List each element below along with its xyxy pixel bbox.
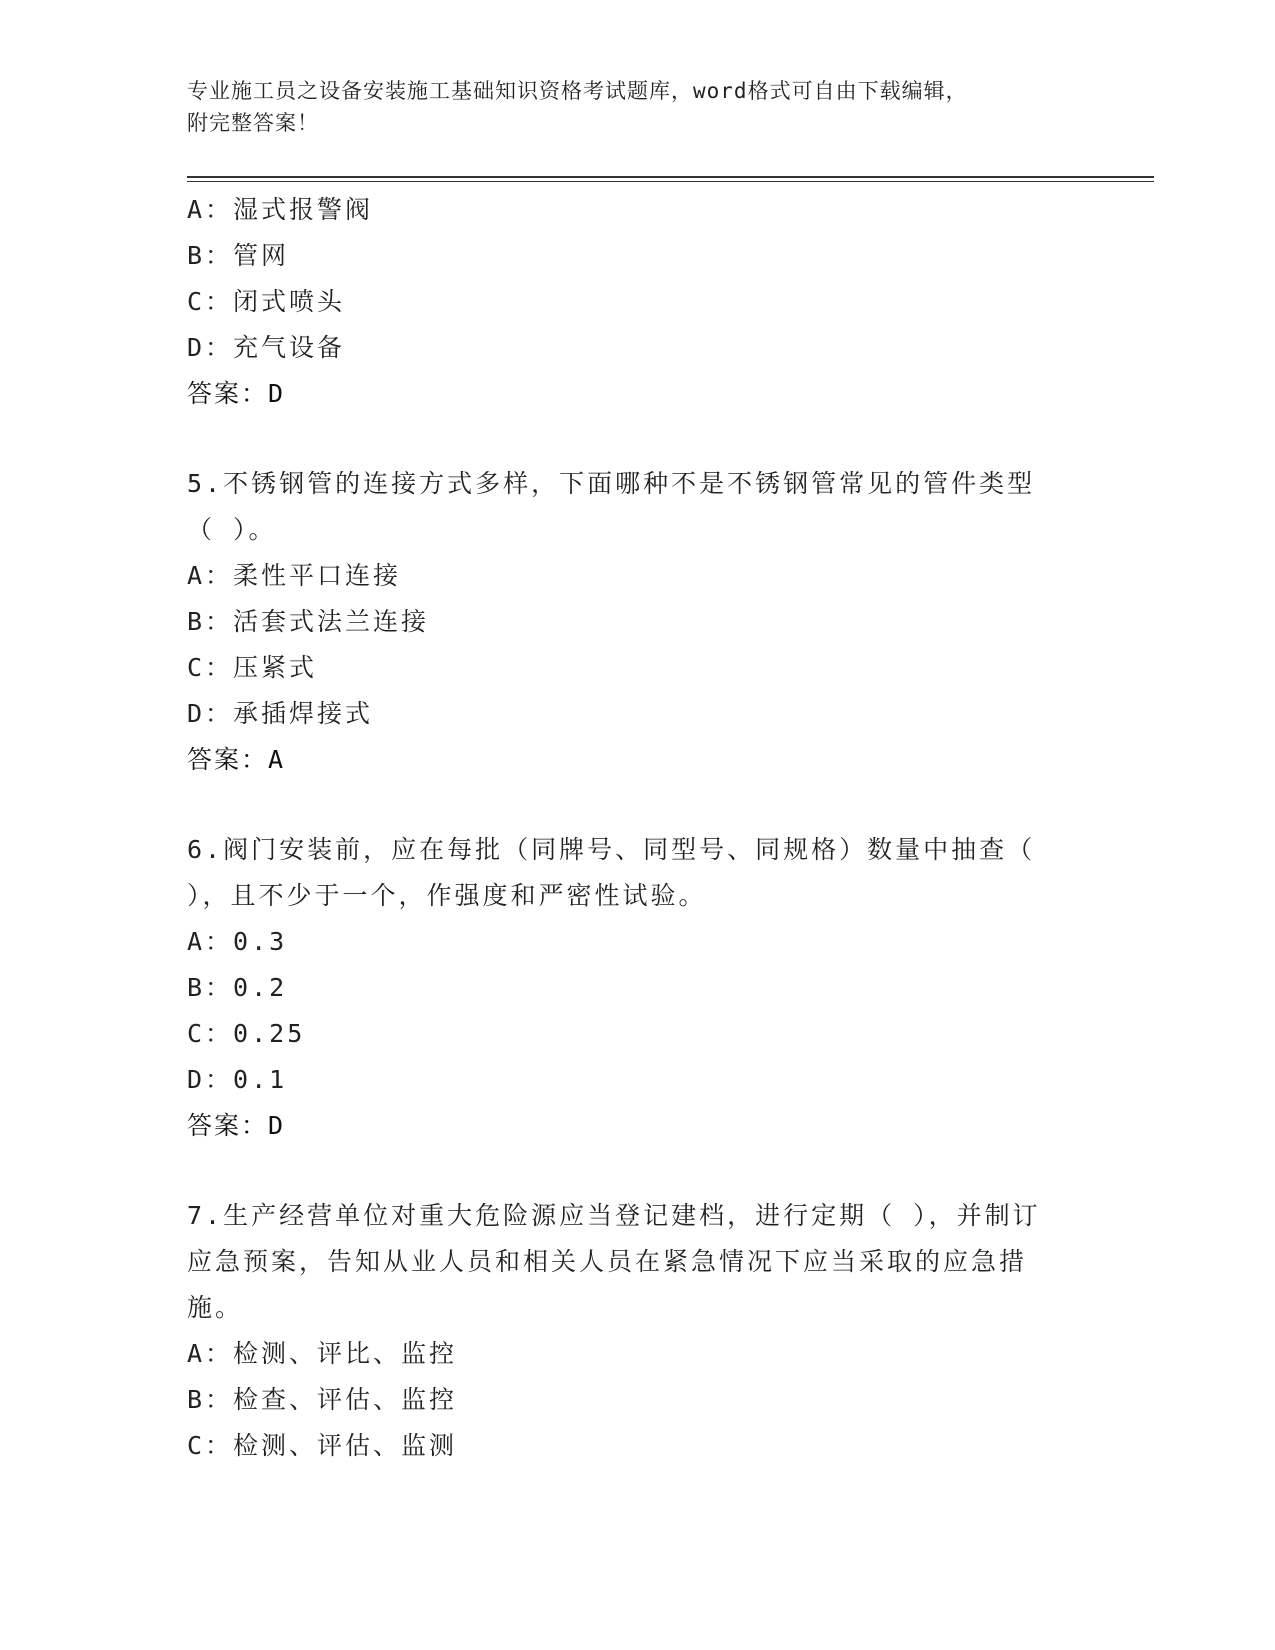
header-line-1: 专业施工员之设备安装施工基础知识资格考试题库，word格式可自由下载编辑， [187,79,968,103]
option-d: D：承插焊接式 [187,699,374,728]
stem-line-1: 5.不锈钢管的连接方式多样，下面哪种不是不锈钢管常见的管件类型 [187,469,1036,498]
option-b: B：检查、评估、监控 [187,1385,458,1414]
option-d: D：0.1 [187,1065,288,1094]
answer-label: 答案：D [187,379,286,408]
option-a: A：0.3 [187,927,288,956]
option-c: C：检测、评估、监测 [187,1431,458,1460]
header-divider-thin [187,181,1154,182]
option-a: A：湿式报警阀 [187,195,374,224]
option-b: B：管网 [187,241,290,270]
question-list [187,187,1087,1469]
question-spacer [187,1149,1087,1193]
question-stem [187,827,1087,919]
option-b: B：0.2 [187,973,288,1002]
option-c: C：0.25 [187,1019,306,1048]
question-spacer [187,783,1087,827]
stem-line-3: 施。 [187,1293,244,1322]
question-6 [187,827,1087,1149]
stem-line-2: ），且不少于一个，作强度和严密性试验。 [187,881,707,910]
question-stem [187,461,1087,553]
question-4 [187,187,1087,417]
stem-line-2: （ ）。 [187,515,277,544]
question-stem [187,1193,1087,1331]
option-a: A：柔性平口连接 [187,561,402,590]
option-b: B：活套式法兰连接 [187,607,430,636]
question-spacer [187,417,1087,461]
header-line-2: 附完整答案！ [187,111,319,135]
question-7 [187,1193,1087,1469]
header-divider-thick [187,176,1154,178]
option-a: A：检测、评比、监控 [187,1339,458,1368]
option-c: C：压紧式 [187,653,318,682]
option-c: C：闭式喷头 [187,287,346,316]
answer-label: 答案：A [187,745,286,774]
stem-line-1: 7.生产经营单位对重大危险源应当登记建档，进行定期（ ），并制订 [187,1201,1041,1230]
stem-line-2: 应急预案，告知从业人员和相关人员在紧急情况下应当采取的应急措 [187,1247,1028,1276]
document-header [187,75,1067,139]
stem-line-1: 6.阀门安装前，应在每批（同牌号、同型号、同规格）数量中抽查（ [187,835,1036,864]
option-d: D：充气设备 [187,333,346,362]
answer-label: 答案：D [187,1111,286,1140]
question-5 [187,461,1087,783]
